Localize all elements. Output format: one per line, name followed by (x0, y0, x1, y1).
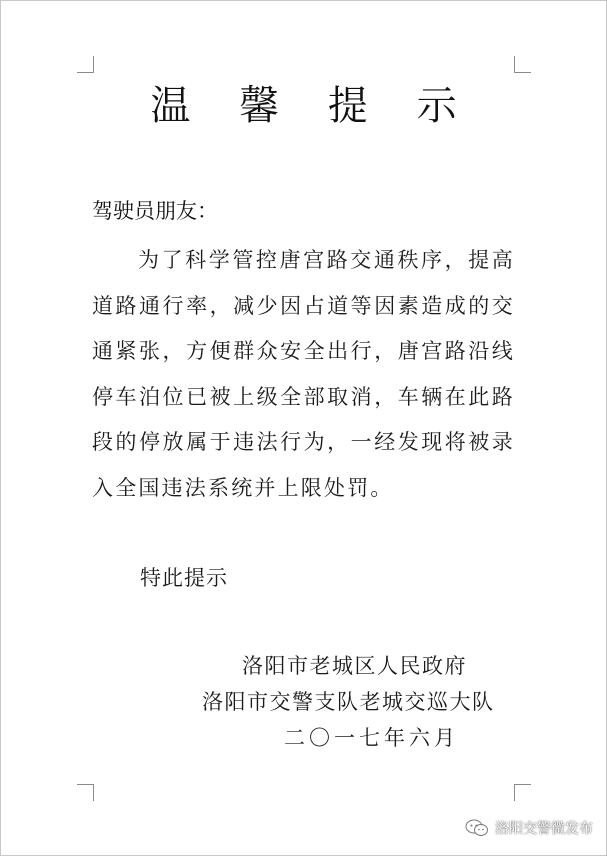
crop-mark-top-left (77, 56, 94, 73)
notice-body: 为了科学管控唐宫路交通秩序，提高道路通行率，减少因占道等因素造成的交通紧张，方便群众安全出行，唐宫路沿线停车泊位已被上级全部取消，车辆在此路段的停放属于违法行为，一经发现将被录入全国违法系统并上限处罚。 (92, 248, 515, 500)
notice-closing: 特此提示 (140, 566, 228, 590)
crop-mark-bottom-right (514, 784, 531, 801)
notice-title: 温 馨 提 示 (150, 83, 475, 129)
watermark (465, 818, 593, 838)
crop-mark-bottom-left (77, 784, 94, 801)
watermark-text: 洛阳交警微发布 (495, 821, 593, 837)
signature-government: 洛阳市老城区人民政府 (242, 654, 467, 678)
signature-date: 二〇一七年六月 (284, 726, 459, 750)
crop-mark-top-right (514, 56, 531, 73)
notice-greeting: 驾驶员朋友： (92, 199, 218, 223)
signature-police: 洛阳市交警支队老城交巡大队 (202, 690, 495, 714)
wechat-icon (465, 819, 489, 837)
